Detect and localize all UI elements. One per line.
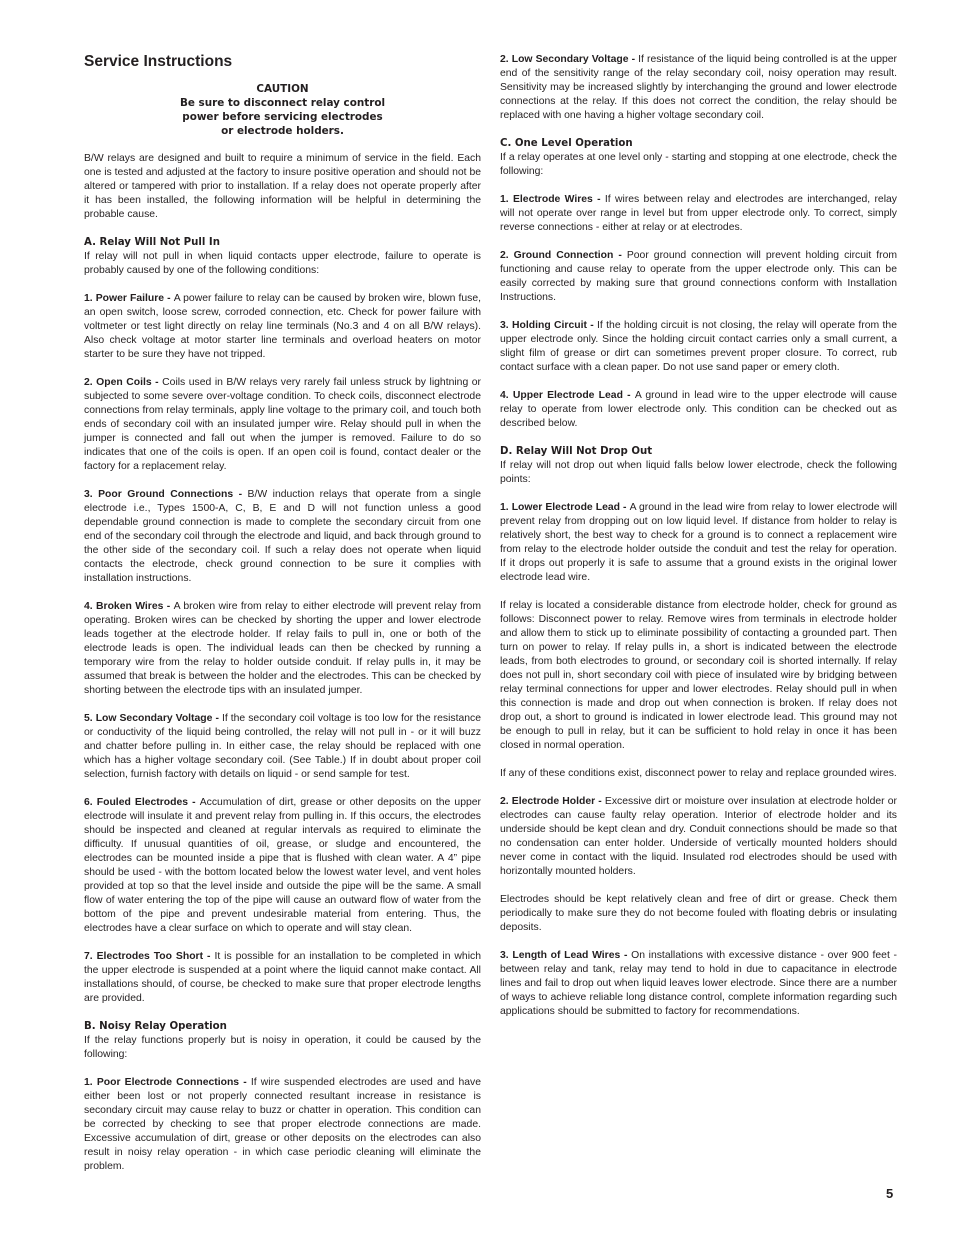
item-text: If wire suspended electrodes are used and have either been lost or not properly connected resultant increase in resistance is secondary circuit may cause relay to buzz or chatter in operation. This condition can be corrected by checking to see that proper electrode connections are made. Excessive accumulation of dirt, grease or other deposits on the electrodes can also result in noisy relay operation - in which case periodic cleaning will eliminate the problem. <box>84 1077 481 1172</box>
item-text: A power failure to relay can be caused by broken wire, blown fuse, an open switch, loose screw, corroded connection, etc. Check for power failure with voltmeter or test light directly on relay line terminals (No.3 and 4 on all B/W relays). Also check voltage at motor starter line terminals and overload heaters on motor starter to be sure they have not tripped. <box>84 293 481 360</box>
item-lead: 6. Fouled Electrodes - <box>84 797 200 808</box>
item-lead: 7. Electrodes Too Short - <box>84 951 215 962</box>
section-intro: If relay will not drop out when liquid falls below lower electrode, check the following points: <box>500 460 897 485</box>
item-text: On installations with excessive distance - over 900 feet - between relay and tank, relay may tend to hold in due to capacitance in electrode lines and fail to drop out when liquid leaves lower electrode. Since there are a number of ways to achieve reliable long distance control, complete information regarding such applications should be submitted to factory for recommendations. <box>500 950 897 1017</box>
section-c-item <box>500 319 897 375</box>
section-c-item <box>500 249 897 305</box>
section-a-item <box>84 488 481 586</box>
section-a-item <box>84 950 481 1006</box>
section-d-item <box>500 501 897 585</box>
section-heading: D. Relay Will Not Drop Out <box>500 446 653 457</box>
section-heading: C. One Level Operation <box>500 138 633 149</box>
item-lead: 3. Holding Circuit - <box>500 320 598 331</box>
item-text: Accumulation of dirt, grease or other deposits on the upper electrode will insulate it and prevent relay from pulling in. If this occurs, the electrodes should be inspected and cleaned at regular intervals as required to eliminate the difficulty. If unusual quantities of oil, grease, or sludge and encountered, the electrodes can be mounted inside a pipe that is flushed with clean water. A 4” pipe should be used - with the bottom located below the lowest water level, and vent holes provided at top so that the level inside and outside the pipe will be the same. A small flow of water entering the top of the pipe will cause an outward flow of water from the bottom of the pipe and prevent undesirable material from entering. Thus, the electrodes have a clear surface on which to operate and will stay clean. <box>84 797 481 934</box>
caution-line: power before servicing electrodes <box>182 111 383 123</box>
caution-heading: CAUTION <box>256 83 309 95</box>
section-d-item <box>500 795 897 879</box>
item-text: A broken wire from relay to either electrode will prevent relay from operating. Broken wires can be checked by shorting the upper and lower electrode leads together at the electrode holder. If relay fails to pull in, one or both of the electrode leads is open. The individual leads can then be checked by running a temporary wire from the relay to holder outside conduit. If relay pulls in, it may be assumed that break is between the holder and the electrodes. This can be checked by shorting between the electrode tips with an insulated jumper. <box>84 601 481 696</box>
item-lead: 3. Poor Ground Connections - <box>84 489 248 500</box>
section-intro: If a relay operates at one level only - starting and stopping at one electrode, check the following: <box>500 152 897 177</box>
page-title: Service Instructions <box>84 53 233 70</box>
item-lead: 5. Low Secondary Voltage - <box>84 713 222 724</box>
item-lead: 1. Electrode Wires - <box>500 194 605 205</box>
item-text: B/W induction relays that operate from a single electrode i.e., Types 1500-A, C, B, E and D will not function unless a good dependable ground connection is made to complete the secondary circuit from one end of the secondary coil through the electrode and liquid, and back through ground to the other side of the secondary coil. If such a relay does not operate when liquid contacts the electrode, check ground connection to be sure it complies with installation instructions. <box>84 489 481 584</box>
item-text: It is possible for an installation to be completed in which the upper electrode is suspended at a point where the liquid cannot make contact. All installations should, of course, be checked to make sure that proper electrode lengths are provided. <box>84 951 481 1004</box>
item-text: If resistance of the liquid being controlled is at the upper end of the sensitivity range of the relay secondary coil, noisy operation may result. Sensitivity may be increased slightly by interchanging the ground and lower electrode connections at the relay. If this does not correct the condition, the relay should be replaced with one having a higher voltage secondary coil. <box>500 54 897 121</box>
item-text: Excessive dirt or moisture over insulation at electrode holder or electrodes can cause faulty relay operation. Interior of electrode holder and its underside should be kept clean and dry. Conduit connections should be made so that no condensation can enter holder. Underside of vertically mounted holders should never come in contact with the liquid. Insulated rod electrodes should be used with horizontally mounted holders. <box>500 796 897 877</box>
item-text: Poor ground connection will prevent holding circuit from functioning and cause relay to operate from the upper electrode only. This can be easily corrected by making sure that ground connections conform with Installation Instructions. <box>500 250 897 303</box>
item-lead: 1. Poor Electrode Connections - <box>84 1077 251 1088</box>
item-lead: 1. Lower Electrode Lead - <box>500 502 630 513</box>
section-b-item <box>84 1076 481 1174</box>
item-lead: 1. Power Failure - <box>84 293 174 304</box>
section-d-item <box>500 949 897 1019</box>
item-lead: 4. Upper Electrode Lead - <box>500 390 635 401</box>
item-lead: 2. Low Secondary Voltage - <box>500 54 639 65</box>
section-intro: If relay will not pull in when liquid contacts upper electrode, failure to operate is probably caused by one of the following conditions: <box>84 251 481 276</box>
section-d-paragraph: If relay is located a considerable distance from electrode holder, check for ground as follows: Disconnect power to relay. Remove wires from terminals in electrode holder and allow them to stick up to eliminate possibility of contacting a grounded part. Then turn on power to relay. If relay pulls in, a short is indicated between the electrode leads, from both electrodes to ground, or secondary coil is shorted internally. If relay does not pull in, short secondary coil with piece of insulated wire by bridging between relay terminal connections for upper and lower electrodes. Relay should pull in when this connection is made and drop out when connection is broken. If relay does not drop out, a short to ground is indicated in lower electrode lead. This ground may not be enough to pull in relay, but it can be sufficient to hold relay in once it has been closed in normal operation. <box>500 600 897 751</box>
item-lead: 2. Ground Connection - <box>500 250 627 261</box>
section-a-item <box>84 796 481 936</box>
section-b-item <box>500 53 897 123</box>
left-column <box>84 53 481 1188</box>
section-d-paragraph: If any of these conditions exist, disconnect power to relay and replace grounded wires. <box>500 768 897 779</box>
item-text: Coils used in B/W relays very rarely fail unless struck by lightning or subjected to some severe over-voltage condition. To check coils, disconnect electrode connections from relay terminals, apply line voltage to the primary coil, and touch both ends of secondary coil with an insulated jumper wire. Relay should pull in when the jumper is connected and fall out when the jumper is removed. Failure to do so indicates that one of the coils is open. If an open coil is found, contact dealer or the factory for a replacement relay. <box>84 377 481 472</box>
section-heading: B. Noisy Relay Operation <box>84 1021 227 1032</box>
section-a-item <box>84 292 481 362</box>
right-column <box>500 53 897 1033</box>
section-a <box>84 236 481 278</box>
section-c-item <box>500 193 897 235</box>
item-lead: 2. Open Coils - <box>84 377 163 388</box>
item-lead: 4. Broken Wires - <box>84 601 174 612</box>
caution-line: Be sure to disconnect relay control <box>179 97 386 109</box>
section-b <box>84 1020 481 1062</box>
page-number: 5 <box>886 1186 894 1201</box>
section-d <box>500 445 897 487</box>
item-text: A ground in the lead wire from relay to lower electrode will prevent relay from dropping out on low liquid level. If distance from holder to relay is relatively short, the best way to check for a ground is to connect a replacement wire from relay to the electrode holder outside the conduit and test the relay for operation. If it drops out properly it is safe to assume that a ground exists in the original lower electrode lead wire. <box>500 502 898 583</box>
item-text: If the secondary coil voltage is too low for the resistance or conductivity of the liquid being controlled, the relay will not pull in - or it will buzz and chatter before pulling in. In either case, the relay should be replaced with one which has a higher voltage secondary coil. (See Table.) If in doubt about proper coil selection, furnish factory with details on liquid - or send sample for test. <box>84 713 481 780</box>
section-heading: A. Relay Will Not Pull In <box>84 237 220 248</box>
caution-line: or electrode holders. <box>221 125 344 137</box>
item-text: If the holding circuit is not closing, the relay will operate from the upper electrode only. Since the holding circuit contact carries only a small current, a slight film of grease or dirt can sometimes prevent proper closure. To correct, rub contact surface with a clean paper. Do not use sand paper or emery cloth. <box>500 320 897 373</box>
section-a-item <box>84 376 481 474</box>
item-text: A ground in lead wire to the upper electrode will cause relay to operate from lower electrode only. This condition can be checked out as described below. <box>500 390 898 429</box>
section-c-item <box>500 389 897 431</box>
item-lead: 3. Length of Lead Wires - <box>500 950 632 961</box>
item-text: If wires between relay and electrodes are interchanged, relay will not operate over range in level but from upper electrode only. To correct, simply reverse connections - either at relay or at electrodes. <box>500 194 897 233</box>
section-d-paragraph: Electrodes should be kept relatively clean and free of dirt or grease. Check them periodically to make sure they do not become fouled with floating debris or insulating deposits. <box>500 894 897 933</box>
caution-notice <box>84 82 481 138</box>
section-a-item <box>84 600 481 698</box>
intro-paragraph: B/W relays are designed and built to require a minimum of service in the field. Each one is tested and adjusted at the factory to insure positive operation and should not be altered or tampered with prior to installation. If a relay does not operate properly after it has been installed, the following information will be helpful in determining the probable cause. <box>84 153 481 220</box>
section-c <box>500 137 897 179</box>
section-intro: If the relay functions properly but is noisy in operation, it could be caused by the following: <box>84 1035 481 1060</box>
item-lead: 2. Electrode Holder - <box>500 796 605 807</box>
section-a-item <box>84 712 481 782</box>
